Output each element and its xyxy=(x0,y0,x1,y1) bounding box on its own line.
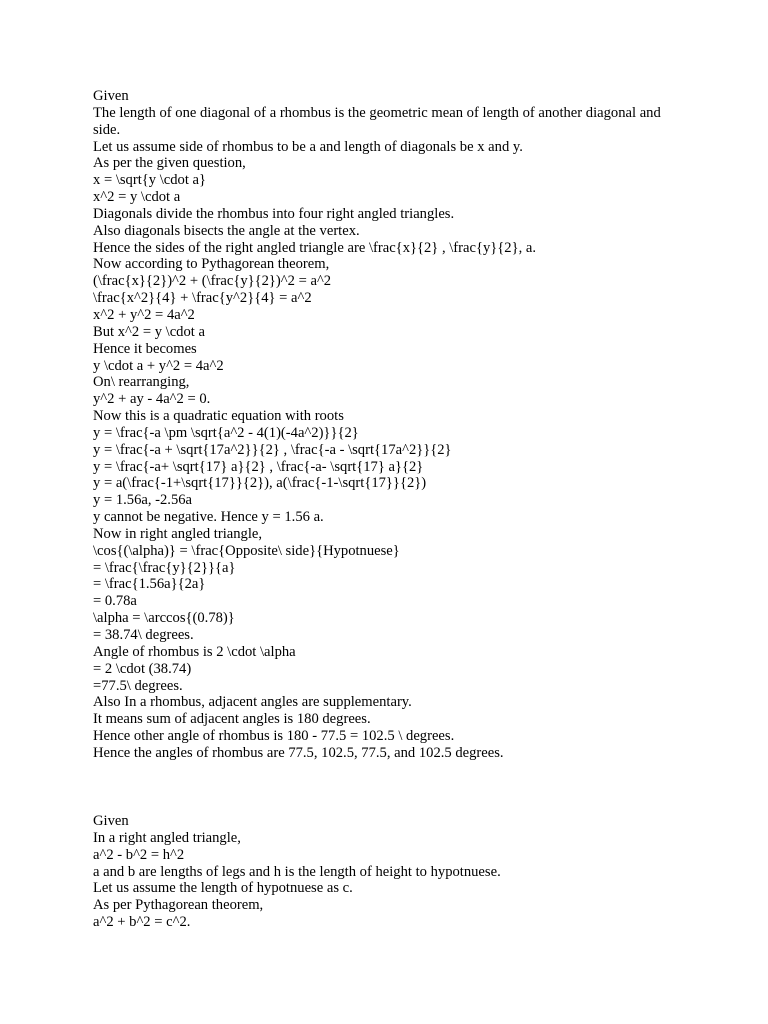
text-line: Also In a rhombus, adjacent angles are supplementary. xyxy=(93,694,412,711)
text-line: Let us assume the length of hypotnuese as c. xyxy=(93,880,353,897)
text-line: Hence the angles of rhombus are 77.5, 102.5, 77.5, and 102.5 degrees. xyxy=(93,744,504,761)
text-line: Let us assume side of rhombus to be a and length of diagonals be x and y. xyxy=(93,138,523,155)
text-line: Now in right angled triangle, xyxy=(93,525,263,542)
text-line: y = \frac{-a + \sqrt{17a^2}}{2} , \frac{-a - \sqrt{17a^2}}{2} xyxy=(93,441,452,458)
text-line: \alpha = \arccos{(0.78)} xyxy=(93,610,235,627)
text-line: y = a(\frac{-1+\sqrt{17}}{2}), a(\frac{-1-\sqrt{17}}{2}) xyxy=(93,475,427,492)
text-line: a and b are lengths of legs and h is the length of height to hypotnuese. xyxy=(93,863,501,880)
text-line: In a right angled triangle, xyxy=(93,829,241,846)
solution-section-rhombus xyxy=(93,88,683,762)
text-line: = 0.78a xyxy=(93,593,137,610)
text-line: Diagonals divide the rhombus into four right angled triangles. xyxy=(93,205,455,222)
text-line: It means sum of adjacent angles is 180 degrees. xyxy=(93,711,371,728)
text-line: y cannot be negative. Hence y = 1.56 a. xyxy=(93,509,324,526)
text-line: Hence the sides of the right angled triangle are \frac{x}{2} , \frac{y}{2}, a. xyxy=(93,239,537,256)
text-line: =77.5\ degrees. xyxy=(93,677,183,694)
text-line: Given xyxy=(93,813,129,829)
text-line: \cos{(\alpha)} = \frac{Opposite\ side}{Hypotnuese} xyxy=(93,542,400,559)
text-line: \frac{x^2}{4} + \frac{y^2}{4} = a^2 xyxy=(93,290,312,307)
text-line: = 2 \cdot (38.74) xyxy=(93,660,192,677)
text-line: Hence other angle of rhombus is 180 - 77.5 = 102.5 \ degrees. xyxy=(93,728,455,745)
text-line: On\ rearranging, xyxy=(93,374,190,391)
text-line: Angle of rhombus is 2 \cdot \alpha xyxy=(93,643,296,660)
text-line: As per Pythagorean theorem, xyxy=(93,897,264,914)
text-line: (\frac{x}{2})^2 + (\frac{y}{2})^2 = a^2 xyxy=(93,273,332,290)
text-line: x = \sqrt{y \cdot a} xyxy=(93,172,207,189)
text-line: x^2 = y \cdot a xyxy=(93,189,181,206)
text-line: But x^2 = y \cdot a xyxy=(93,323,205,340)
text-line: = \frac{1.56a}{2a} xyxy=(93,576,206,593)
text-line: y = \frac{-a+ \sqrt{17} a}{2} , \frac{-a- \sqrt{17} a}{2} xyxy=(93,458,424,475)
text-line: a^2 - b^2 = h^2 xyxy=(93,846,185,863)
text-line: y = \frac{-a \pm \sqrt{a^2 - 4(1)(-4a^2)}}{2} xyxy=(93,424,359,441)
text-line: The length of one diagonal of a rhombus is the geometric mean of length of another diagonal and side. xyxy=(93,104,665,138)
text-line: a^2 + b^2 = c^2. xyxy=(93,914,191,931)
text-line: Now this is a quadratic equation with roots xyxy=(93,408,344,425)
text-line: = 38.74\ degrees. xyxy=(93,627,194,643)
text-line: Also diagonals bisects the angle at the vertex. xyxy=(93,222,360,239)
text-line: Hence it becomes xyxy=(93,340,197,357)
text-line: Now according to Pythagorean theorem, xyxy=(93,256,330,273)
text-line: y \cdot a + y^2 = 4a^2 xyxy=(93,357,224,374)
solution-section-right-triangle xyxy=(93,813,683,931)
text-line: = \frac{\frac{y}{2}}{a} xyxy=(93,559,236,576)
text-line: x^2 + y^2 = 4a^2 xyxy=(93,306,195,323)
text-line: As per the given question, xyxy=(93,155,246,172)
text-line: y^2 + ay - 4a^2 = 0. xyxy=(93,391,211,408)
text-line: y = 1.56a, -2.56a xyxy=(93,492,193,509)
text-line: Given xyxy=(93,88,129,104)
